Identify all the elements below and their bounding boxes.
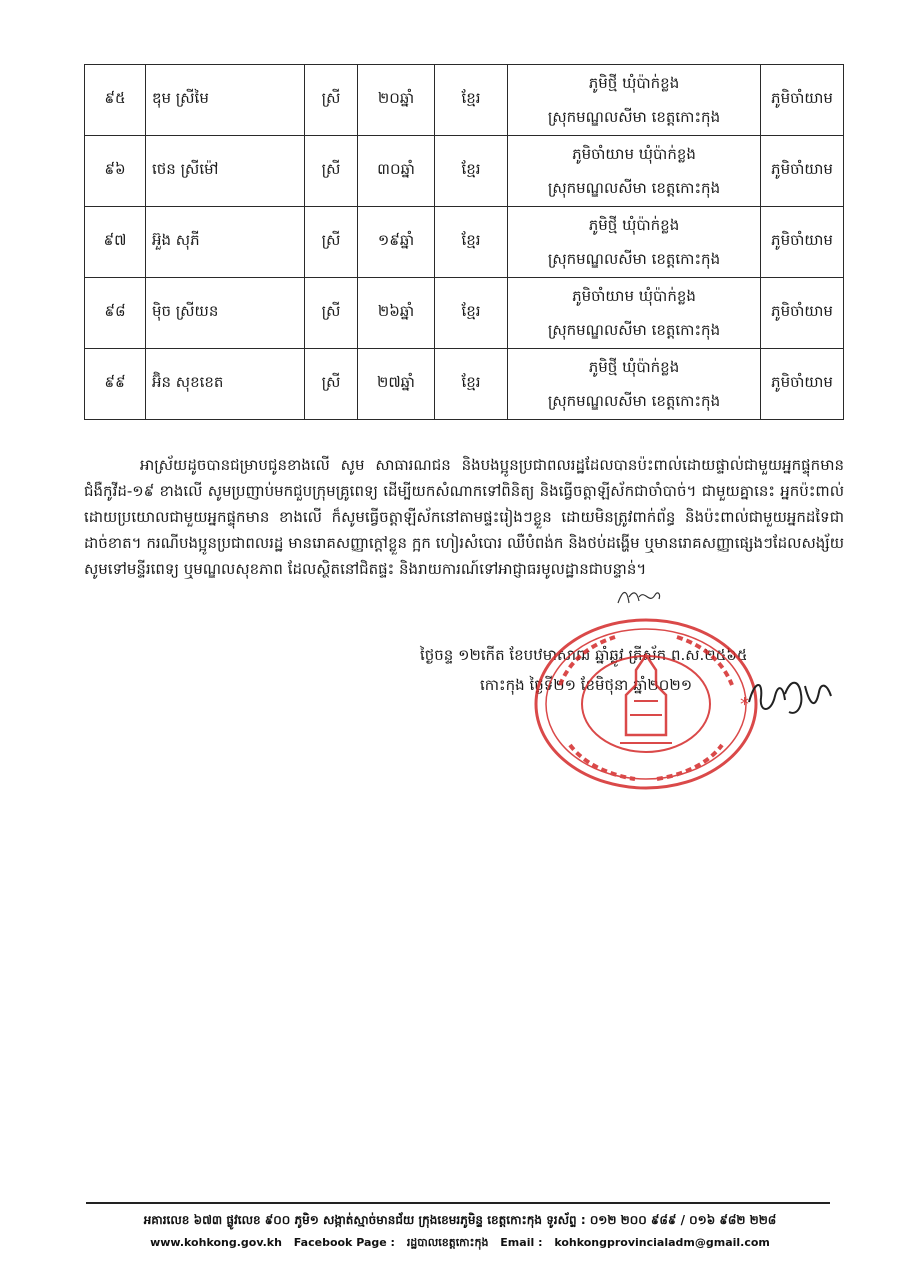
footer-email-value[interactable]: kohkongprovincialadm@gmail.com — [554, 1236, 770, 1249]
address-line-district: ស្រុកមណ្ឌលសីមា ខេត្តកោះកុង — [547, 392, 721, 410]
address-line-district: ស្រុកមណ្ឌលសីមា ខេត្តកោះកុង — [547, 108, 721, 126]
official-seal — [530, 615, 762, 793]
contact-place: ភូមិចាំយាម — [761, 349, 844, 420]
table-row — [85, 136, 844, 207]
row-number: ៩៩ — [85, 349, 146, 420]
person-age: ២០ឆ្នាំ — [358, 65, 435, 136]
person-nationality: ខ្មែរ — [435, 65, 508, 136]
footer-address: អគារលេខ ៦៧៣ ផ្លូវលេខ ៩០០ ភូមិ១ សង្កាត់ស្មាច់មានជ័យ ក្រុងខេមរភូមិន្ទ ខេត្តកោះកុង ទូរស័ព្ទ : ០១២ ២០០ ៩៨៩ / ០១៦ ៩៨២ ២២៨ — [143, 1213, 777, 1227]
contact-place: ភូមិចាំយាម — [761, 207, 844, 278]
initials-mark — [615, 585, 663, 609]
person-address — [508, 65, 761, 136]
footer-facebook-label: Facebook Page : — [293, 1236, 395, 1249]
table-row — [85, 349, 844, 420]
svg-text:*: * — [740, 694, 749, 715]
person-age: ២៧ឆ្នាំ — [358, 349, 435, 420]
person-sex: ស្រី — [305, 207, 358, 278]
address-line-district: ស្រុកមណ្ឌលសីមា ខេត្តកោះកុង — [547, 179, 721, 197]
address-line-district: ស្រុកមណ្ឌលសីមា ខេត្តកោះកុង — [547, 250, 721, 268]
contact-records-table — [84, 64, 844, 420]
footer-website[interactable]: www.kohkong.gov.kh — [150, 1236, 282, 1249]
address-line-village: ភូមិថ្មី ឃុំប៉ាក់ខ្លង — [588, 74, 680, 92]
address-line-village: ភូមិចាំយាម ឃុំប៉ាក់ខ្លង — [572, 145, 696, 163]
address-line-village: ភូមិថ្មី ឃុំប៉ាក់ខ្លង — [588, 216, 680, 234]
person-sex: ស្រី — [305, 136, 358, 207]
person-name: ថេន ស្រីម៉ៅ — [146, 136, 305, 207]
person-name: អ៊ួង សុភី — [146, 207, 305, 278]
row-number: ៩៥ — [85, 65, 146, 136]
contact-place: ភូមិចាំយាម — [761, 65, 844, 136]
person-nationality: ខ្មែរ — [435, 136, 508, 207]
solar-date: កោះកុង ថ្ងៃទី២១ ខែមិថុនា ឆ្នាំ២០២១ — [480, 676, 693, 694]
table-row — [85, 65, 844, 136]
person-age: ១៩ឆ្នាំ — [358, 207, 435, 278]
footer-email-label: Email : — [500, 1236, 543, 1249]
person-address — [508, 349, 761, 420]
person-age: ២៦ឆ្នាំ — [358, 278, 435, 349]
contact-place: ភូមិចាំយាម — [761, 136, 844, 207]
person-name: ម៉ិច ស្រីយន — [146, 278, 305, 349]
notice-paragraph: អាស្រ័យដូចបានជម្រាបជូនខាងលើ សូម សាធារណជន និងបងប្អូនប្រជាពលរដ្ឋដែលបានប៉ះពាល់ដោយផ្ទាល់ជាមួយអ្នកផ្ទុកមានជំងឺកូវីដ-១៩ ខាងលើ សូមប្រញាប់មកជួបក្រុមគ្រូពេទ្យ ដើម្បីយកសំណាកទៅពិនិត្យ និងធ្វើចត្តាឡីស័កជាចាំបាច់។ ជាមួយគ្នានេះ អ្នកប៉ះពាល់ដោយប្រយោលជាមួយអ្នកផ្ទុកមាន ខាងលើ ក៏សូមធ្វើចត្តាឡីស័កនៅតាមផ្ទះរៀងៗខ្លួន ដោយមិនត្រូវពាក់ព័ន្ធ និងប៉ះពាល់ជាមួយអ្នកដទៃជាដាច់ខាត។ ករណីបងប្អូនប្រជាពលរដ្ឋ មានរោគសញ្ញាក្ដៅខ្លួន ក្អក ហៀរសំបោរ ឈឺបំពង់ក និងថប់ដង្ហើម ឬមានរោគសញ្ញាផ្សេងៗដែលសង្ស័យ សូមទៅមន្ទីរពេទ្យ ឬមណ្ឌលសុខភាព ដែលស្ថិតនៅជិតផ្ទះ និងរាយការណ៍ទៅអាជ្ញាធរមូលដ្ឋានជាបន្ទាន់។ — [84, 456, 844, 578]
person-name: អ៊ិន សុខខេត — [146, 349, 305, 420]
signature — [745, 672, 835, 720]
footer-divider — [86, 1202, 830, 1204]
person-nationality: ខ្មែរ — [435, 278, 508, 349]
person-nationality: ខ្មែរ — [435, 207, 508, 278]
person-sex: ស្រី — [305, 278, 358, 349]
person-name: ឌុម ស្រីមៃ — [146, 65, 305, 136]
row-number: ៩៧ — [85, 207, 146, 278]
person-age: ៣០ឆ្នាំ — [358, 136, 435, 207]
address-line-district: ស្រុកមណ្ឌលសីមា ខេត្តកោះកុង — [547, 321, 721, 339]
address-line-village: ភូមិថ្មី ឃុំប៉ាក់ខ្លង — [588, 358, 680, 376]
person-sex: ស្រី — [305, 349, 358, 420]
person-address — [508, 136, 761, 207]
person-nationality: ខ្មែរ — [435, 349, 508, 420]
footer-contact — [60, 1236, 860, 1252]
person-sex: ស្រី — [305, 65, 358, 136]
lunar-date: ថ្ងៃចន្ទ ១២កើត ខែបឋមាសាឍ ឆ្នាំឆ្លូវ ត្រីស័ក ព.ស.២៥៦៥ — [420, 646, 748, 664]
person-address — [508, 278, 761, 349]
footer-facebook-value[interactable]: រដ្ឋបាលខេត្តកោះកុង — [406, 1236, 489, 1249]
table-row — [85, 207, 844, 278]
table-row — [85, 278, 844, 349]
person-address — [508, 207, 761, 278]
row-number: ៩៨ — [85, 278, 146, 349]
contact-place: ភូមិចាំយាម — [761, 278, 844, 349]
row-number: ៩៦ — [85, 136, 146, 207]
address-line-village: ភូមិចាំយាម ឃុំប៉ាក់ខ្លង — [572, 287, 696, 305]
